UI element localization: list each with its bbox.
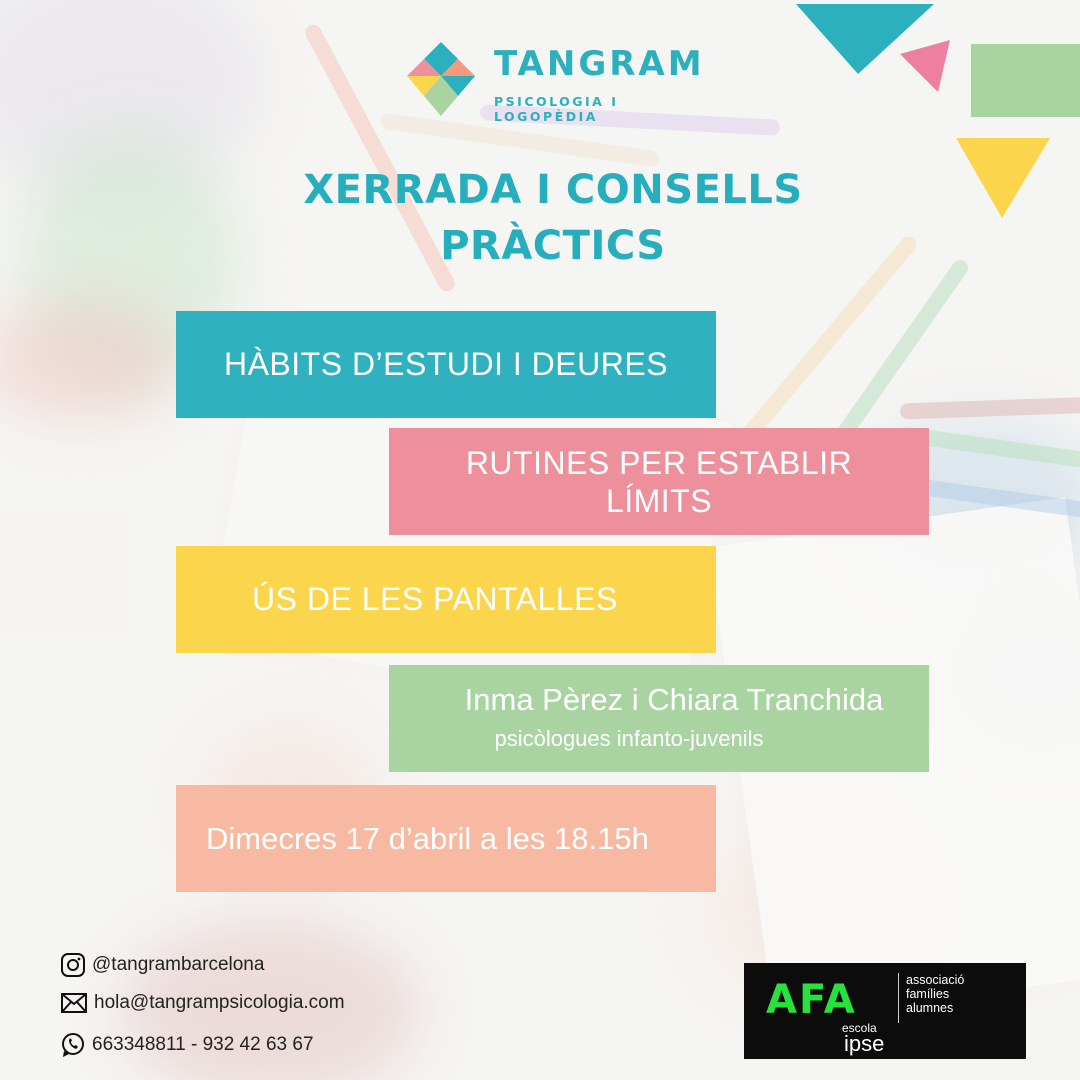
afa-ipse-label: ipse <box>844 1031 885 1056</box>
topic-routines <box>389 428 929 535</box>
email-address: hola@tangrampsicologia.com <box>94 992 345 1013</box>
logo-title: TANGRAM <box>494 44 705 84</box>
topic-label-line2: LÍMITS <box>605 482 713 519</box>
logo-subtitle: PSICOLOGIA I LOGOPÈDIA <box>494 94 619 124</box>
event-date-box <box>176 785 716 892</box>
page-title <box>200 162 906 274</box>
afa-escola-ipse-logo <box>744 963 1026 1059</box>
tangram-logo-icon <box>402 40 480 118</box>
title-line-1: XERRADA I CONSELLS <box>303 167 803 213</box>
topic-label: ÚS DE LES PANTALLES <box>252 581 618 617</box>
instagram-icon <box>60 952 86 978</box>
tangram-logo <box>402 40 705 124</box>
title-line-2: PRÀCTICS <box>440 223 666 269</box>
speakers-box <box>389 665 929 772</box>
whatsapp-icon <box>60 1032 86 1058</box>
afa-escola-label: escola <box>842 1021 877 1035</box>
topic-screens <box>176 546 716 653</box>
topic-label-line1: RUTINES PER ESTABLIR <box>465 444 853 481</box>
topic-label: HÀBITS D’ESTUDI I DEURES <box>223 346 669 382</box>
mail-icon <box>60 992 88 1014</box>
phone-contact[interactable] <box>60 1032 314 1058</box>
green-square-shape <box>971 44 1080 117</box>
speaker-names: Inma Pèrez i Chiara Tranchida <box>464 681 884 717</box>
pink-triangle-shape <box>900 40 956 96</box>
instagram-contact[interactable] <box>60 952 264 978</box>
instagram-handle: @tangrambarcelona <box>92 954 265 975</box>
event-date: Dimecres 17 d’abril a les 18.15h <box>206 820 649 856</box>
afa-divider <box>898 973 899 1023</box>
phone-numbers: 663348811 - 932 42 63 67 <box>92 1034 314 1055</box>
afa-description: associació famílies alumnes <box>906 973 965 1015</box>
yellow-triangle-shape <box>956 138 1052 220</box>
afa-logo-text: AFA <box>766 977 857 1023</box>
topic-study-habits <box>176 311 716 418</box>
email-contact[interactable] <box>60 992 345 1014</box>
speaker-role: psicòlogues infanto-juvenils <box>494 725 764 751</box>
